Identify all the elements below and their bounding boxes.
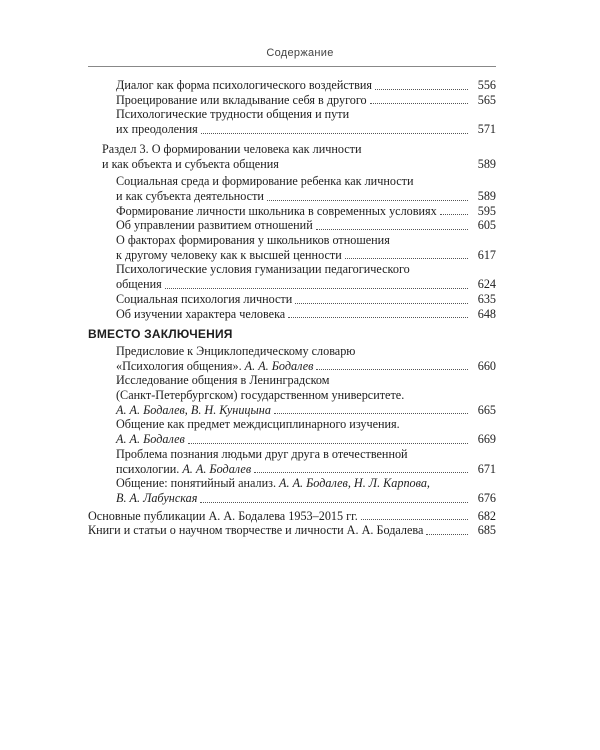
toc-entry-relations-management[interactable] [88,218,496,233]
entry-author: А. А. Бодалев [116,432,188,447]
toc-entry-projection[interactable] [88,93,496,108]
page-number: 660 [477,358,496,373]
running-header: Содержание [266,47,334,59]
entry-title-line: общения [116,277,165,292]
entry-author: А. А. Бодалев [244,358,314,373]
toc-entry-humanization[interactable] [88,262,496,291]
page-number: 617 [477,247,496,262]
page-number: 685 [477,523,496,538]
entry-title-line: Исследование общения в Ленинградском [116,373,330,388]
entry-title-line: Общение как предмет междисциплинарного изучения. [116,417,400,432]
toc-entry-interdisciplinary[interactable] [88,417,496,446]
toc-entry-factors[interactable] [88,233,496,262]
page-number: 571 [477,122,496,137]
page-number: 635 [477,291,496,306]
entry-title-line: «Психология общения». А. А. Бодалев [116,359,316,374]
section-title-line: и как объекта и субъекта общения [102,157,282,172]
entry-title-line: их преодоления [116,122,201,137]
toc-entry-books-about[interactable] [88,523,496,538]
entry-author: В. А. Лабунская [116,491,200,506]
entry-title-line: психологии. А. А. Бодалев [116,462,254,477]
entry-title: Об изучении характера человека [116,307,288,322]
toc-entry-preface[interactable] [88,344,496,373]
page-number: 589 [477,188,496,203]
entry-title: Проецирование или вкладывание себя в другого [116,93,370,108]
entry-title-line: Психологические трудности общения и пути [116,107,350,122]
entry-author: А. А. Бодалев, В. Н. Куницына [116,403,274,418]
entry-title-line: к другому человеку как к высшей ценности [116,248,345,263]
entry-title-line: Социальная среда и формирование ребенка как личности [116,174,414,189]
entry-title-line: Предисловие к Энциклопедическому словарю [116,343,356,358]
entry-title-line: Проблема познания людьми друг друга в отечественной [116,446,408,461]
toc-entry-dialog[interactable] [88,78,496,93]
section-heading-conclusion[interactable]: ВМЕСТО ЗАКЛЮЧЕНИЯ [88,327,233,342]
toc-entry-conceptual-analysis[interactable] [88,476,496,505]
page-number: 648 [477,306,496,321]
toc-entry-publications[interactable] [88,509,496,524]
page-number: 682 [477,508,496,523]
page-number: 589 [477,156,496,171]
toc-entry-schoolchild-personality[interactable] [88,204,496,219]
entry-title-line: Общение: понятийный анализ. А. А. Бодалев, Н. Л. Карпова, [116,476,430,491]
section-title-line: Раздел 3. О формировании человека как личности [102,141,362,156]
page-number: 605 [477,218,496,233]
page-number: 671 [477,461,496,476]
entry-title-line: и как субъекта деятельности [116,189,267,204]
page-number: 565 [477,92,496,107]
entry-title-line: (Санкт-Петербургском) государственном университете. [116,388,405,403]
toc-entry-character[interactable] [88,307,496,322]
page-number: 624 [477,277,496,292]
toc-entry-leningrad-study[interactable] [88,373,496,417]
page-number: 665 [477,402,496,417]
entry-title: Об управлении развитием отношений [116,218,316,233]
toc-entry-difficulties[interactable] [88,107,496,136]
toc-entry-social-environment[interactable] [88,174,496,203]
entry-title: Книги и статьи о научном творчестве и личности А. А. Бодалева [88,523,426,538]
entry-title: Формирование личности школьника в современных условиях [116,204,440,219]
page-number: 669 [477,432,496,447]
entry-author: А. А. Бодалев [182,461,252,476]
header-rule [88,66,496,67]
page-number: 556 [477,78,496,92]
page-number: 595 [477,203,496,218]
entry-author: А. А. Бодалев, Н. Л. Карпова, [279,476,430,491]
entry-title-line: Психологические условия гуманизации педагогического [116,262,410,277]
toc-entry-social-psychology[interactable] [88,292,496,307]
page-number: 676 [477,490,496,505]
entry-title: Диалог как форма психологического воздействия [116,78,375,93]
toc-entry-cognition-problem[interactable] [88,447,496,476]
entry-title-line: О факторах формирования у школьников отношения [116,233,390,248]
toc-section-3[interactable] [88,142,496,171]
entry-title: Социальная психология личности [116,292,295,307]
table-of-contents [88,78,496,538]
entry-title: Основные публикации А. А. Бодалева 1953–2015 гг. [88,509,361,524]
